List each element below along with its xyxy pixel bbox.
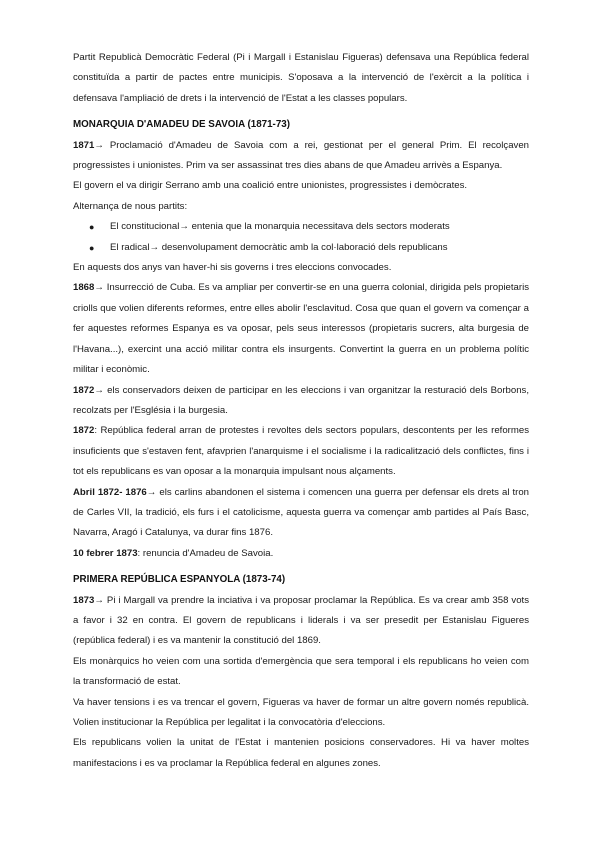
list-item (73, 217, 529, 237)
list-item (73, 238, 529, 258)
date-label: 10 febrer 1873 (73, 547, 138, 559)
paragraph-text: : renuncia d'Amadeu de Savoia. (137, 547, 274, 559)
bullet-icon: ● (89, 222, 95, 233)
paragraph-tensions: Va haver tensions i es va trencar el govern, Figueras va haver de formar un altre govern només republicà. Volien institucionar la República per legalitat i la convocatòria d'eleccions. (73, 696, 529, 728)
party-list (73, 217, 529, 258)
paragraph-renuncia (73, 544, 529, 564)
date-label: 1872 (73, 425, 95, 437)
paragraph-text: → Insurrecció de Cuba. Es va ampliar per convertir-se en una guerra colonial, dirigida pels propietaris criolls que volien diferents reformes, entre elles abolir l'esclavitud. Cosa que quan el govern va començar a fer aquestes reformes Espanya es va oposar, pels seus interessos (propietaris sucrers, alta burgesia de l'Havana...), exercint una acció militar contra els insurgents. Convertint la guerra en un problema polític militar i econòmic. (73, 282, 529, 376)
paragraph-text: → els conservadors deixen de participar en les eleccions i van organitzar la resturació dels Borbons, recolzats per l'Església i la burgesia. (73, 384, 529, 416)
intro-paragraph: Partit Republicà Democràtic Federal (Pi i Margall i Estanislau Figueras) defensava una República federal constituïda a partir de pactes entre municipis. S'oposava a la intervenció de l'exèrcit a la política i defensava l'ampliació de drets i la intervenció de l'Estat a les classes populars. (73, 52, 529, 104)
paragraph-govern-serrano: El govern el va dirigir Serrano amb una coalició entre unionistes, progressistes i demòcrates. (73, 180, 468, 192)
paragraph-text: → Pi i Margall va prendre la inciativa i va proposar proclamar la República. Es va crear amb 358 vots a favor i 32 en contra. El govern de republicans i liderals i va ser presedit per Estanislau Figueres (república federal) i es va mantenir la constitució del 1869. (73, 594, 529, 647)
date-label: 1873 (73, 594, 95, 606)
paragraph-1872-conservadors (73, 381, 529, 422)
paragraph-text: → els carlins abandonen el sistema i comencen una guerra per defensar els drets al tron de Carles VII, la tradició, els furs i el catolicisme, aquesta guerra va començar amb partides al País Basc, Navarra, Aragó i Catalunya, va durar fins 1876. (73, 486, 529, 539)
paragraph-text: → Proclamació d'Amadeu de Savoia com a rei, gestionat per el general Prim. El recolçaven progressistes i unionistes. Prim va ser assassinat tres dies abans de que Amadeu arrivès a Espanya. (73, 139, 529, 172)
date-label: 1868 (73, 282, 95, 294)
paragraph-governs: En aquests dos anys van haver-hi sis governs i tres eleccions convocades. (73, 262, 392, 274)
paragraph-monarquics: Els monàrquics ho veien com una sortida d'emergència que sera temporal i els republicans ho veien com la transformació de estat. (73, 655, 529, 688)
paragraph-carlins (73, 483, 529, 544)
paragraph-1871 (73, 136, 529, 177)
document-page (73, 48, 529, 774)
section-heading-amadeu: MONARQUIA D'AMADEU DE SAVOIA (1871-73) (73, 119, 290, 131)
paragraph-1872-republica (73, 421, 529, 482)
paragraph-1873 (73, 591, 529, 652)
paragraph-text: : República federal arran de protestes i revoltes dels sectors populars, descontents per les reformes insuficients que s'estaven fent, afavprien l'anarquisme i el socialisme i la radicalització dels conflictes, fins i tot els republicans es van oposar a la monarquia impulsant nous alçaments. (73, 425, 529, 478)
date-label: Abril 1872- 1876 (73, 486, 147, 498)
list-item-text: El radical→ desenvolupament democràtic amb la col·laboració dels republicans (110, 241, 448, 253)
bullet-icon: ● (89, 242, 95, 253)
list-item-text: El constitucional→ entenia que la monarquia necessitava dels sectors moderats (110, 221, 450, 233)
paragraph-alternanca: Alternança de nous partits: (73, 200, 188, 212)
date-label: 1871 (73, 139, 95, 151)
paragraph-1868 (73, 278, 529, 380)
paragraph-unitat-estat: Els republicans volien la unitat de l'Estat i mantenien posicions conservadores. Hi va haver moltes manifestacions i es va proclamar la República federal en algunes zones. (73, 737, 529, 769)
date-label: 1872 (73, 384, 95, 396)
section-heading-republica: PRIMERA REPÚBLICA ESPANYOLA (1873-74) (73, 574, 286, 586)
